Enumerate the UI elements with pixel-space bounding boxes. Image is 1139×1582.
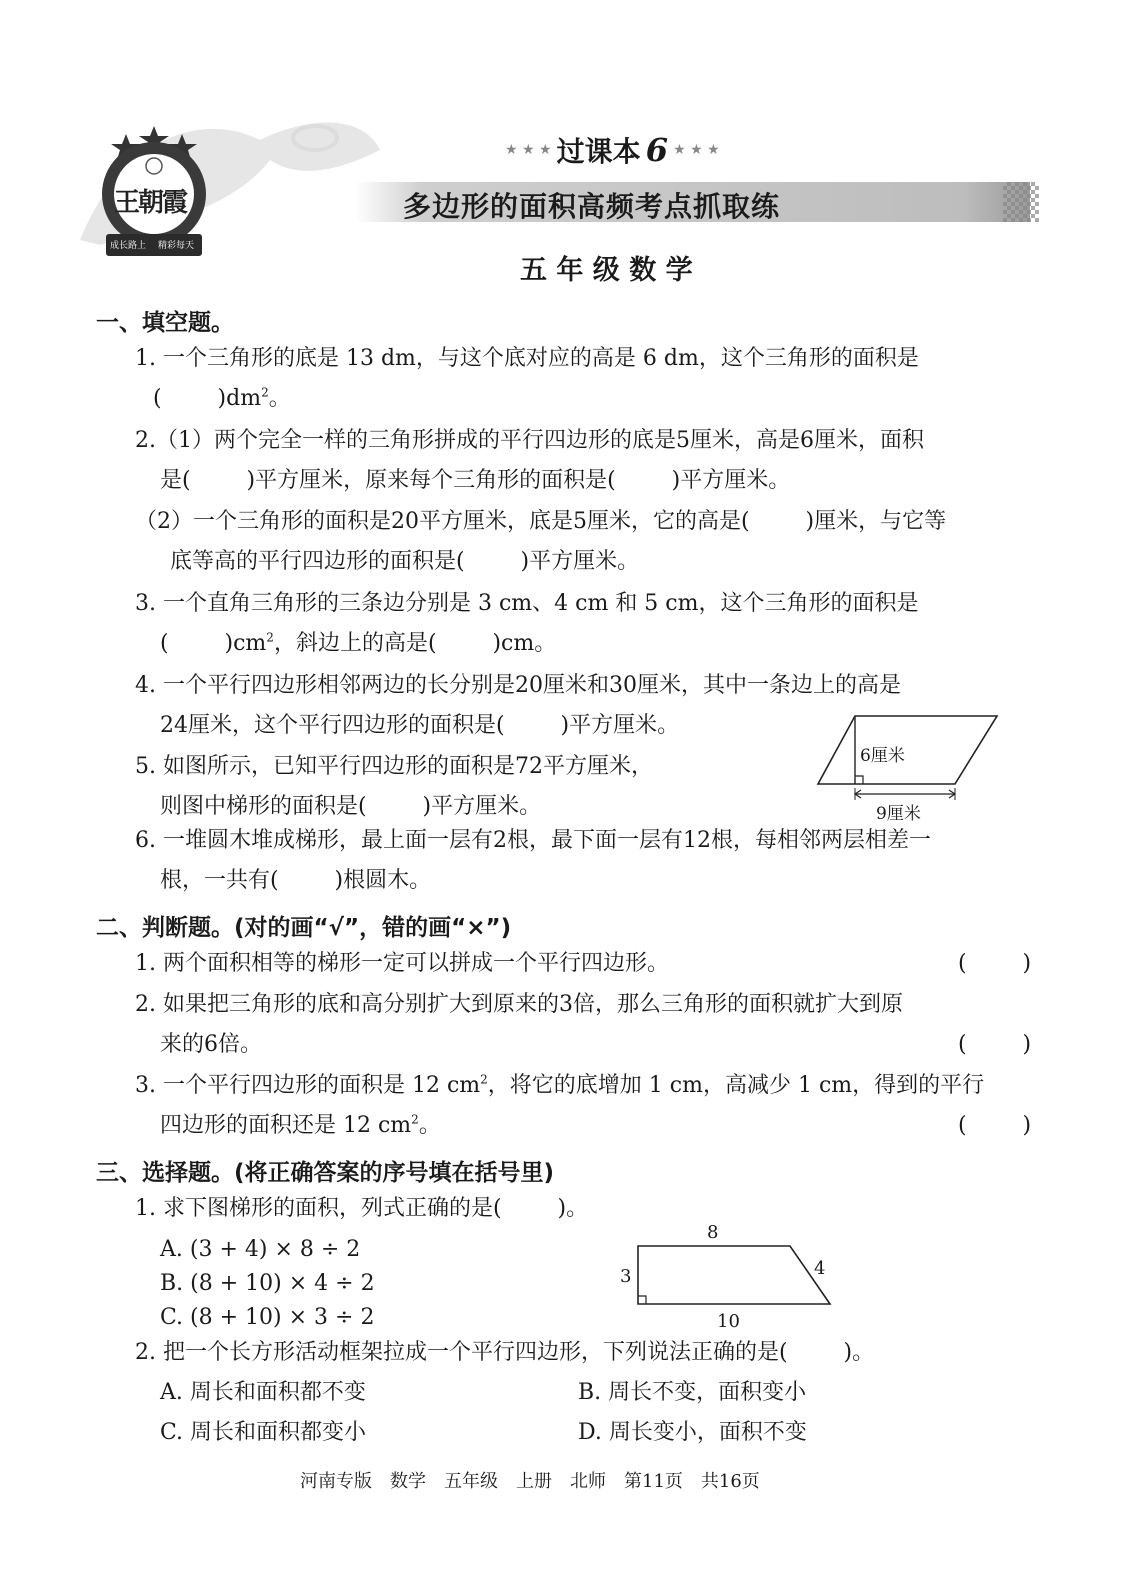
s2-q1-answer-paren[interactable]: ( ) bbox=[958, 951, 1032, 976]
trapezoid-bottom-label: 10 bbox=[717, 1311, 740, 1332]
s1-q5-line2: 则图中梯形的面积是( )平方厘米。 bbox=[160, 794, 542, 819]
parallelogram-height-label: 6厘米 bbox=[860, 746, 905, 766]
s3-q1-option-b[interactable]: B. (8 + 10) × 4 ÷ 2 bbox=[160, 1271, 375, 1296]
s1-q1-end: 。 bbox=[268, 386, 291, 411]
s2-q3-line2 bbox=[160, 1113, 441, 1139]
page-footer: 河南专版 数学 五年级 上册 北师 第11页 共16页 bbox=[300, 1471, 760, 1492]
s2-q3-sup2: 2 bbox=[411, 1112, 419, 1127]
s3-q2-option-d[interactable]: D. 周长变小，面积不变 bbox=[578, 1420, 807, 1445]
series-line bbox=[505, 130, 720, 170]
s3-q1-option-c[interactable]: C. (8 + 10) × 3 ÷ 2 bbox=[160, 1305, 375, 1330]
s1-q3-answer-paren[interactable]: ( )cm bbox=[160, 631, 267, 656]
s2-q2-answer-paren[interactable]: ( ) bbox=[958, 1032, 1032, 1057]
s2-q3-line2-a: 四边形的面积还是 12 cm bbox=[160, 1113, 412, 1138]
s1-q2-2-line2: 底等高的平行四边形的面积是( )平方厘米。 bbox=[170, 549, 640, 574]
logo-motto-right: 精彩每天 bbox=[158, 241, 195, 251]
logo-motto-left: 成长路上 bbox=[110, 241, 147, 251]
s1-q3-line1: 3. 一个直角三角形的三条边分别是 3 cm、4 cm 和 5 cm，这个三角形的面积是 bbox=[135, 591, 919, 616]
s1-q6-line1: 6. 一堆圆木堆成梯形，最上面一层有2根，最下面一层有12根，每相邻两层相差一 bbox=[135, 828, 931, 853]
trapezoid-top-label: 8 bbox=[707, 1222, 719, 1243]
s1-q4-line1: 4. 一个平行四边形相邻两边的长分别是20厘米和30厘米，其中一条边上的高是 bbox=[135, 673, 901, 698]
s1-q6-line2: 根，一共有( )根圆木。 bbox=[160, 868, 432, 893]
s1-q1-sup: 2 bbox=[261, 385, 269, 400]
series-label: 过课本 bbox=[556, 135, 641, 168]
right-angle-mark bbox=[638, 1296, 646, 1304]
s2-q3-sup1: 2 bbox=[480, 1072, 488, 1087]
title-band-pattern bbox=[1003, 182, 1039, 222]
s2-q3-line2-b: 。 bbox=[418, 1113, 441, 1138]
logo-text: 王朝霞 bbox=[114, 188, 187, 218]
s3-q1: 1. 求下图梯形的面积，列式正确的是( )。 bbox=[135, 1196, 589, 1221]
section3-heading: 三、选择题。(将正确答案的序号填在括号里) bbox=[96, 1160, 555, 1186]
s3-q2-option-a[interactable]: A. 周长和面积都不变 bbox=[160, 1380, 366, 1405]
s1-q3-rest: ，斜边上的高是( )cm。 bbox=[273, 631, 557, 656]
s3-q2: 2. 把一个长方形活动框架拉成一个平行四边形，下列说法正确的是( )。 bbox=[135, 1340, 875, 1365]
s3-q1-option-a[interactable]: A. (3 + 4) × 8 ÷ 2 bbox=[160, 1237, 361, 1262]
s2-q2-line2: 来的6倍。 bbox=[160, 1032, 262, 1057]
parallelogram-shape bbox=[818, 716, 997, 784]
s2-q2-1-line1: 2.（1）两个完全一样的三角形拼成的平行四边形的底是5厘米，高是6厘米，面积 bbox=[135, 428, 924, 453]
section2-heading: 二、判断题。(对的画“√”，错的画“×”) bbox=[96, 915, 512, 941]
star-left-decoration: ★ ★ ★ bbox=[505, 142, 552, 158]
trapezoid-shape bbox=[638, 1246, 830, 1304]
star-right-decoration: ★ ★ ★ bbox=[673, 142, 720, 158]
parallelogram-base-label: 9厘米 bbox=[876, 804, 921, 824]
s1-q1-line1: 1. 一个三角形的底是 13 dm，与这个底对应的高是 6 dm，这个三角形的面积是 bbox=[135, 346, 919, 371]
s3-q2-option-b[interactable]: B. 周长不变，面积变小 bbox=[578, 1380, 807, 1405]
section1-heading: 一、填空题。 bbox=[96, 310, 234, 336]
s1-q1-line2 bbox=[153, 386, 291, 412]
trapezoid-right-label: 4 bbox=[814, 1258, 826, 1279]
s2-q3-line1-b: ，将它的底增加 1 cm，高减少 1 cm，得到的平行 bbox=[487, 1073, 985, 1098]
s2-q2-1-line2: 是( )平方厘米，原来每个三角形的面积是( )平方厘米。 bbox=[160, 468, 791, 493]
s1-q2-2-line1: （2）一个三角形的面积是20平方厘米，底是5厘米，它的高是( )厘米，与它等 bbox=[135, 509, 947, 534]
s1-q4-line2: 24厘米，这个平行四边形的面积是( )平方厘米。 bbox=[160, 713, 680, 738]
s1-q5-line1: 5. 如图所示，已知平行四边形的面积是72平方厘米， bbox=[135, 754, 653, 779]
trapezoid-figure bbox=[630, 1240, 840, 1310]
s2-q3-line1 bbox=[135, 1073, 984, 1099]
page-title: 多边形的面积高频考点抓取练 bbox=[403, 190, 781, 223]
s2-q3-answer-paren[interactable]: ( ) bbox=[958, 1113, 1032, 1138]
s1-q1-answer-paren[interactable]: ( )dm bbox=[153, 386, 262, 411]
s2-q1: 1. 两个面积相等的梯形一定可以拼成一个平行四边形。 bbox=[135, 951, 669, 976]
trapezoid-left-label: 3 bbox=[620, 1266, 632, 1287]
page-subtitle: 五 年 级 数 学 bbox=[520, 255, 693, 286]
s1-q3-sup: 2 bbox=[266, 630, 274, 645]
s2-q2-line1: 2. 如果把三角形的底和高分别扩大到原来的3倍，那么三角形的面积就扩大到原 bbox=[135, 992, 903, 1017]
right-angle-mark bbox=[855, 776, 863, 784]
s2-q3-line1-a: 3. 一个平行四边形的面积是 12 cm bbox=[135, 1073, 481, 1098]
s3-q2-option-c[interactable]: C. 周长和面积都变小 bbox=[160, 1420, 367, 1445]
series-number: 6 bbox=[645, 131, 669, 169]
s1-q3-line2 bbox=[160, 631, 556, 657]
